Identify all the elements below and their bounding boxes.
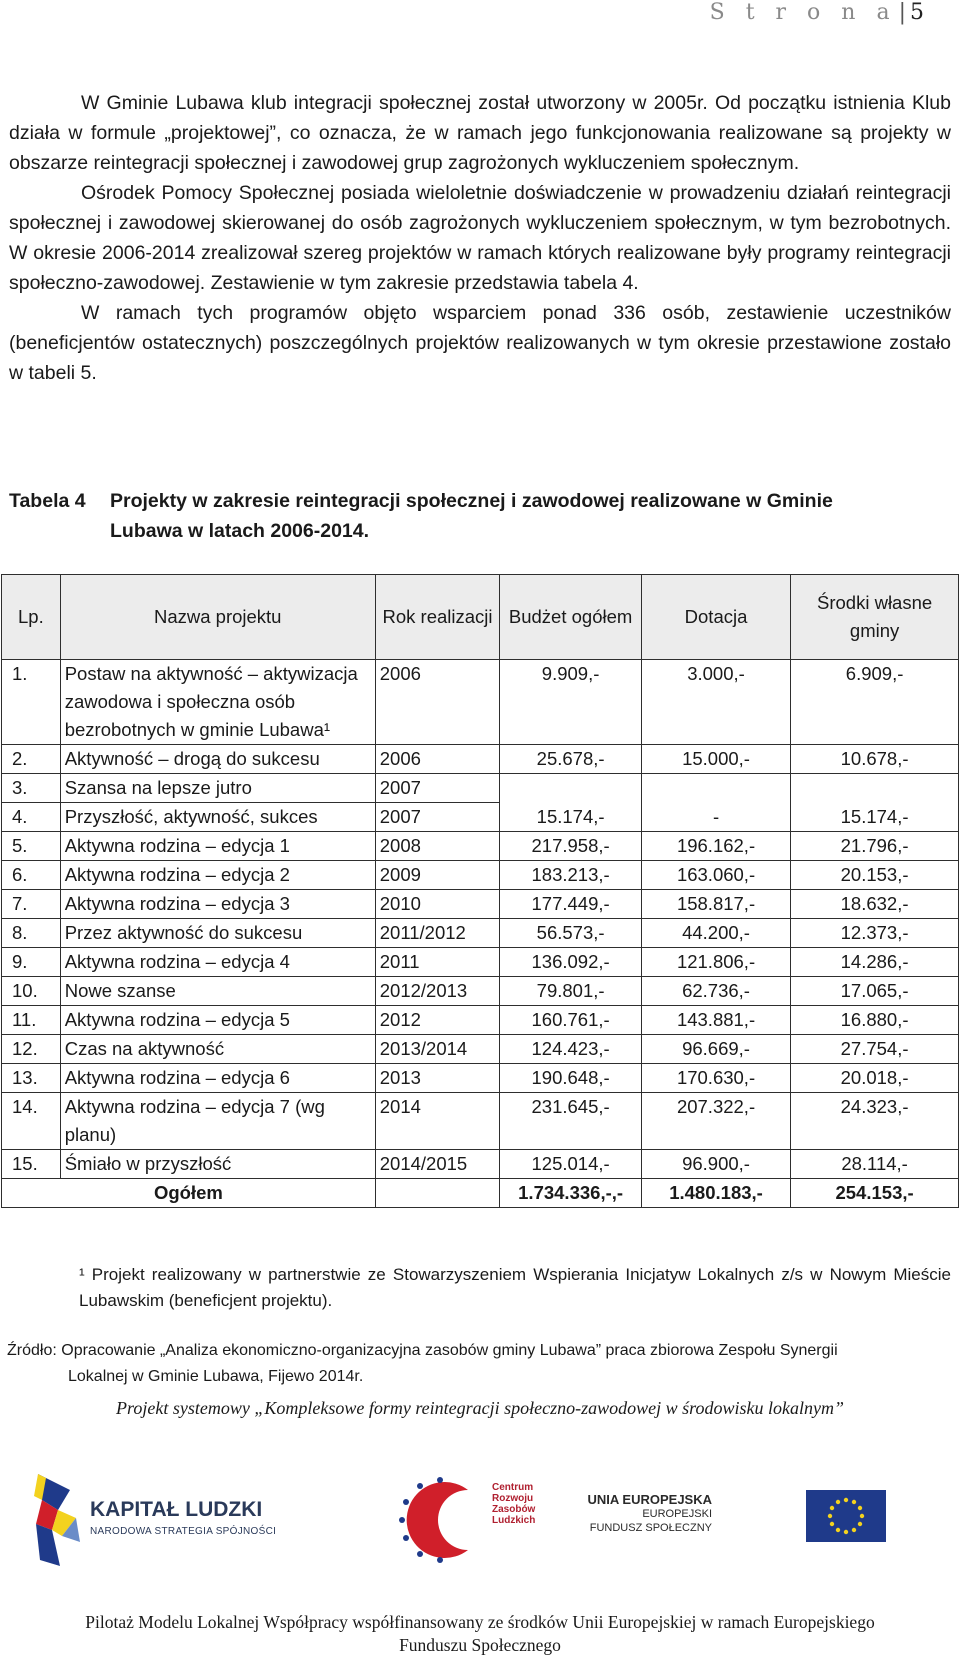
crzl-word: Ludzkich [492, 1515, 536, 1526]
cell-lp: 7. [2, 890, 61, 919]
cell-budget-merged: 15.174,- [500, 774, 642, 832]
footer-line2: Funduszu Społecznego [399, 1635, 561, 1655]
table-row [2, 1064, 959, 1093]
source-line2: Lokalnej w Gminie Lubawa, Fijewo 2014r. [68, 1368, 364, 1385]
cell-year: 2006 [375, 660, 500, 745]
cell-budget: 125.014,- [500, 1150, 642, 1179]
cell-year: 2012 [375, 1006, 500, 1035]
cell-name: Aktywna rodzina – edycja 4 [60, 948, 375, 977]
cell-own: 14.286,- [791, 948, 959, 977]
cell-own: 24.323,- [791, 1093, 959, 1150]
cell-own: 10.678,- [791, 745, 959, 774]
source-note [7, 1338, 951, 1390]
cell-own: 20.153,- [791, 861, 959, 890]
cell-grant: 196.162,- [641, 832, 790, 861]
table-row [2, 660, 959, 745]
total-label: Ogółem [2, 1179, 376, 1208]
table-row [2, 745, 959, 774]
cell-grant: 96.900,- [641, 1150, 790, 1179]
kapital-ludzki-emblem-icon [32, 1470, 88, 1570]
cell-name: Postaw na aktywność – aktywizacja zawodowa i społeczna osób bezrobotnych w gminie Lubawa¹ [60, 660, 375, 745]
cell-own-merged: 15.174,- [791, 774, 959, 832]
cell-budget: 190.648,- [500, 1064, 642, 1093]
footer-line1: Pilotaż Modelu Lokalnej Współpracy współfinansowany ze środków Unii Europejskiej w ramach Europejskiego [85, 1612, 875, 1632]
crzl-emblem-icon [392, 1472, 488, 1568]
projects-table [1, 574, 959, 1208]
logo-crzl [392, 1472, 536, 1573]
table-row [2, 977, 959, 1006]
cell-own: 17.065,- [791, 977, 959, 1006]
paragraph: W Gminie Lubawa klub integracji społecznej został utworzony w 2005r. Od początku istnienia Klub działa w formule „projektowej”, co oznacza, że w ramach jego funkcjonowania realizowane są projekty w obszarze reintegracji społecznej i zawodowej grup zagrożonych wykluczeniem społecznym. [9, 92, 951, 174]
cell-lp: 2. [2, 745, 61, 774]
table-row [2, 919, 959, 948]
cell-grant: 15.000,- [641, 745, 790, 774]
cell-lp: 9. [2, 948, 61, 977]
logo-strip [0, 1470, 960, 1570]
cell-name: Nowe szanse [60, 977, 375, 1006]
cell-year: 2006 [375, 745, 500, 774]
table-caption-label: Tabela 4 [9, 490, 86, 512]
cell-name: Szansa na lepsze jutro [60, 774, 375, 803]
cell-lp: 6. [2, 861, 61, 890]
col-header-lp: Lp. [2, 575, 61, 660]
crzl-text [492, 1482, 535, 1526]
cell-grant: 3.000,- [641, 660, 790, 745]
cell-grant: 96.669,- [641, 1035, 790, 1064]
table-row [2, 890, 959, 919]
ue-line3: FUNDUSZ SPOŁECZNY [589, 1522, 712, 1534]
cell-lp: 3. [2, 774, 61, 803]
cell-grant: 143.881,- [641, 1006, 790, 1035]
cell-budget: 79.801,- [500, 977, 642, 1006]
cell-year: 2007 [375, 803, 500, 832]
cell-budget: 217.958,- [500, 832, 642, 861]
total-own: 254.153,- [791, 1179, 959, 1208]
kapital-ludzki-title: KAPITAŁ LUDZKI [90, 1498, 263, 1521]
table-row [2, 1035, 959, 1064]
cell-name: Aktywna rodzina – edycja 2 [60, 861, 375, 890]
cell-lp: 15. [2, 1150, 61, 1179]
cell-grant: 121.806,- [641, 948, 790, 977]
cell-own: 16.880,- [791, 1006, 959, 1035]
cell-own: 20.018,- [791, 1064, 959, 1093]
cell-own: 6.909,- [791, 660, 959, 745]
crzl-word: Rozwoju [492, 1493, 534, 1504]
footnote: ¹ Projekt realizowany w partnerstwie ze Stowarzyszeniem Wspierania Inicjatyw Lokalnych z/s w Nowym Mieście Lubawskim (beneficjent projektu). [79, 1265, 951, 1310]
cell-budget: 160.761,- [500, 1006, 642, 1035]
cell-budget: 56.573,- [500, 919, 642, 948]
crzl-word: Centrum [492, 1482, 534, 1493]
cell-name: Aktywna rodzina – edycja 1 [60, 832, 375, 861]
cell-own: 21.796,- [791, 832, 959, 861]
cell-year: 2010 [375, 890, 500, 919]
col-header-grant: Dotacja [641, 575, 790, 660]
table-row [2, 1150, 959, 1179]
cell-budget: 136.092,- [500, 948, 642, 977]
total-grant: 1.480.183,- [641, 1179, 790, 1208]
cell-year: 2008 [375, 832, 500, 861]
ue-line2: EUROPEJSKI [642, 1508, 712, 1520]
cell-year: 2007 [375, 774, 500, 803]
cell-budget: 177.449,- [500, 890, 642, 919]
total-empty-cell [375, 1179, 500, 1208]
page-number: 5 [910, 0, 924, 25]
cell-grant: 62.736,- [641, 977, 790, 1006]
cell-year: 2012/2013 [375, 977, 500, 1006]
cell-year: 2011/2012 [375, 919, 500, 948]
ue-title: UNIA EUROPEJSKA [587, 1492, 712, 1507]
cell-year: 2014 [375, 1093, 500, 1150]
cell-lp: 5. [2, 832, 61, 861]
table-caption-line2: Lubawa w latach 2006-2014. [110, 520, 370, 542]
cell-grant: 170.630,- [641, 1064, 790, 1093]
cell-name: Przyszłość, aktywność, sukces [60, 803, 375, 832]
table-row [2, 1006, 959, 1035]
table-row [2, 1093, 959, 1150]
table-row [2, 861, 959, 890]
source-line1: Źródło: Opracowanie „Analiza ekonomiczno-organizacyjna zasobów gminy Lubawa” praca zbiorowa Zespołu Synergii [7, 1342, 838, 1359]
body-text [9, 88, 951, 388]
cell-grant: 158.817,- [641, 890, 790, 919]
cell-budget: 25.678,- [500, 745, 642, 774]
table-row [2, 948, 959, 977]
kapital-ludzki-subtitle: NARODOWA STRATEGIA SPÓJNOŚCI [90, 1526, 277, 1537]
cell-lp: 12. [2, 1035, 61, 1064]
cell-name: Przez aktywność do sukcesu [60, 919, 375, 948]
cell-own: 28.114,- [791, 1150, 959, 1179]
eu-flag-icon [806, 1490, 886, 1542]
page-label: S t r o n a [709, 0, 897, 25]
cell-lp: 13. [2, 1064, 61, 1093]
table-caption [9, 486, 951, 546]
table-row [2, 774, 959, 803]
table-total-row [2, 1179, 959, 1208]
cell-lp: 4. [2, 803, 61, 832]
cell-lp: 14. [2, 1093, 61, 1150]
cell-lp: 1. [2, 660, 61, 745]
cell-lp: 8. [2, 919, 61, 948]
project-line: Projekt systemowy „Kompleksowe formy reintegracji społeczno-zawodowej w środowisku lokalnym” [116, 1398, 844, 1418]
cell-budget: 124.423,- [500, 1035, 642, 1064]
cell-own: 18.632,- [791, 890, 959, 919]
cell-name: Aktywność – drogą do sukcesu [60, 745, 375, 774]
col-header-year: Rok realizacji [375, 575, 500, 660]
cell-name: Śmiało w przyszłość [60, 1150, 375, 1179]
cell-year: 2011 [375, 948, 500, 977]
cell-grant: 207.322,- [641, 1093, 790, 1150]
crzl-word: Zasobów [492, 1504, 536, 1515]
cell-name: Aktywna rodzina – edycja 6 [60, 1064, 375, 1093]
cell-lp: 10. [2, 977, 61, 1006]
cell-name: Aktywna rodzina – edycja 5 [60, 1006, 375, 1035]
table-caption-line1: Projekty w zakresie reintegracji społecznej i zawodowej realizowane w Gminie [110, 490, 833, 512]
page-header [710, 0, 924, 25]
cell-own: 27.754,- [791, 1035, 959, 1064]
table-row [2, 832, 959, 861]
cell-name: Aktywna rodzina – edycja 7 (wg planu) [60, 1093, 375, 1150]
total-budget: 1.734.336,-,- [500, 1179, 642, 1208]
cell-budget: 231.645,- [500, 1093, 642, 1150]
col-header-budget: Budżet ogółem [500, 575, 642, 660]
paragraph: W ramach tych programów objęto wsparciem ponad 336 osób, zestawienie uczestników (beneficjentów ostatecznych) poszczególnych projektów realizowanych w tym okresie przestawione zostało w tabeli 5. [9, 302, 951, 384]
logo-kapital-ludzki [32, 1470, 277, 1575]
paragraph: Ośrodek Pomocy Społecznej posiada wieloletnie doświadczenie w prowadzeniu działań reintegracji społecznej i zawodowej skierowanej do osób zagrożonych wykluczeniem społecznym, w tym bezrobotnych. W okresie 2006-2014 zrealizował szereg projektów w ramach których realizowane były programy reintegracji społeczno-zawodowej. Zestawienie w tym zakresie przedstawia tabela 4. [9, 182, 951, 294]
table-header-row [2, 575, 959, 660]
cell-own: 12.373,- [791, 919, 959, 948]
col-header-own: Środki własne gminy [791, 575, 959, 660]
page-separator: | [898, 0, 906, 25]
col-header-name: Nazwa projektu [60, 575, 375, 660]
cell-year: 2013/2014 [375, 1035, 500, 1064]
page-footer [0, 1611, 960, 1657]
cell-grant: 163.060,- [641, 861, 790, 890]
cell-grant: 44.200,- [641, 919, 790, 948]
cell-grant-merged: - [641, 774, 790, 832]
cell-name: Aktywna rodzina – edycja 3 [60, 890, 375, 919]
cell-year: 2009 [375, 861, 500, 890]
cell-name: Czas na aktywność [60, 1035, 375, 1064]
cell-budget: 9.909,- [500, 660, 642, 745]
cell-budget: 183.213,- [500, 861, 642, 890]
cell-year: 2014/2015 [375, 1150, 500, 1179]
cell-lp: 11. [2, 1006, 61, 1035]
cell-year: 2013 [375, 1064, 500, 1093]
